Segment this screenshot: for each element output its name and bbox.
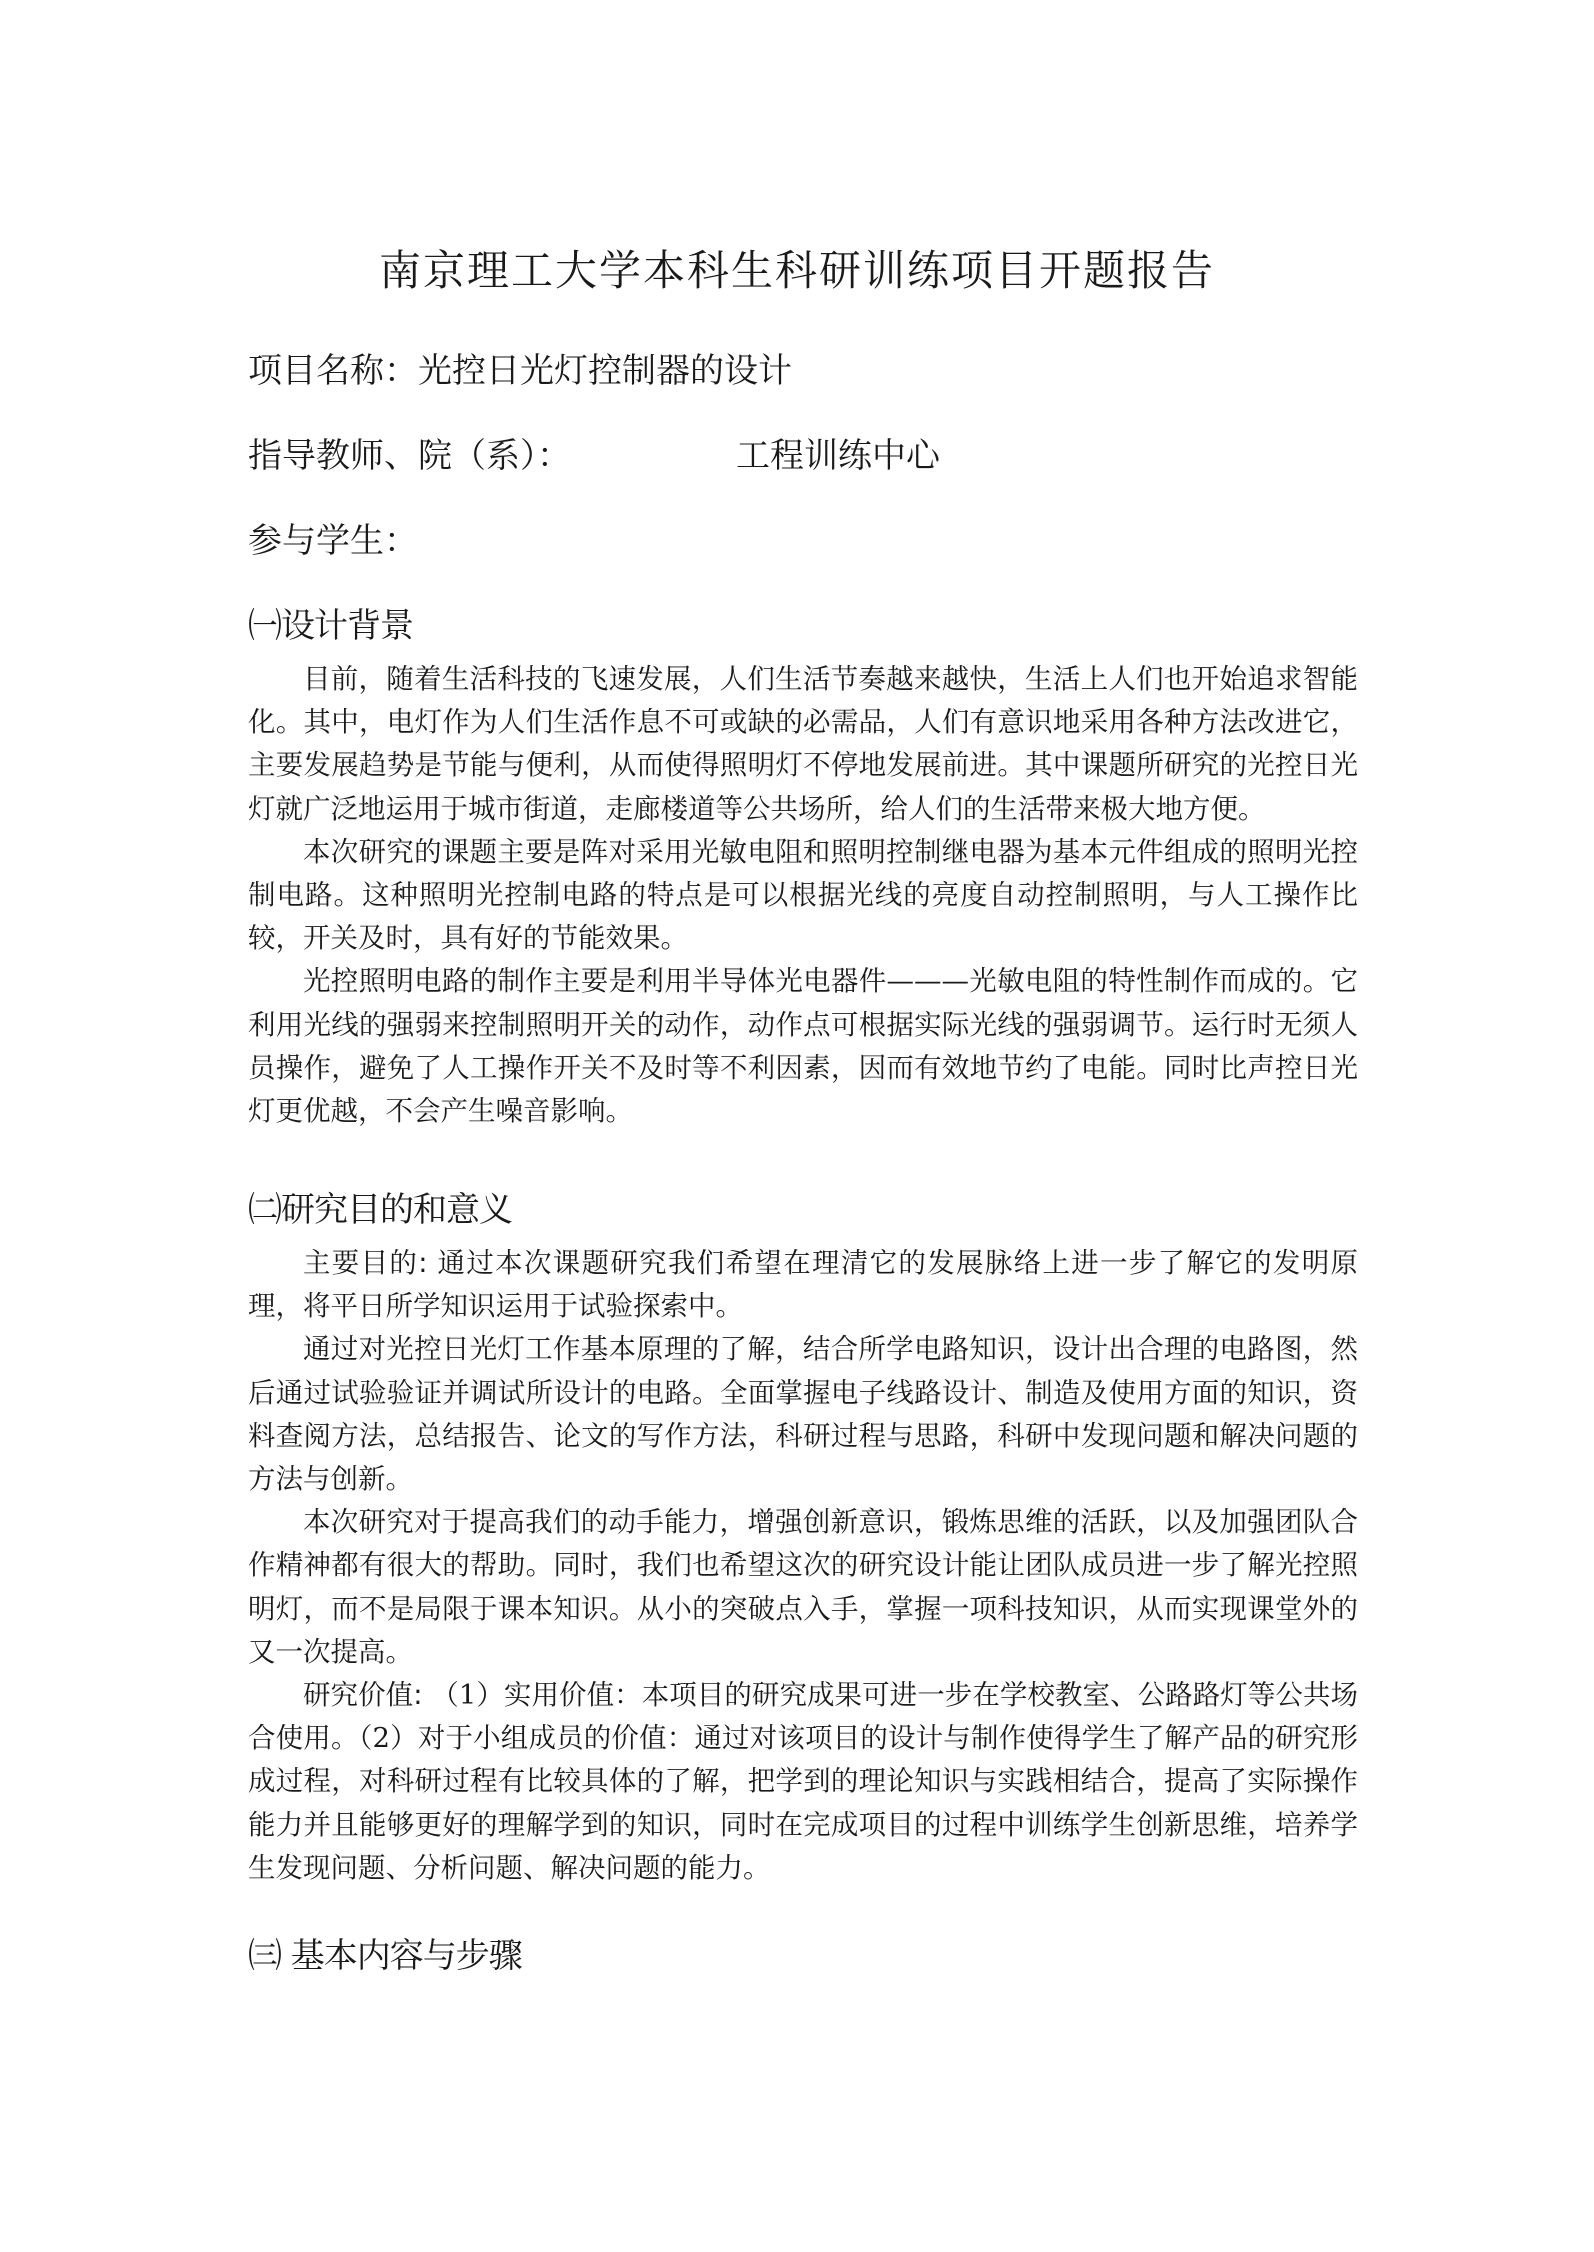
- main-purpose-lead: 主要目的:: [303, 1247, 428, 1279]
- research-value-lead: 研究价值:: [303, 1679, 423, 1712]
- purpose-paragraph: 本次研究对于提高我们的动手能力，增强创新意识，锻炼思维的活跃，以及加强团队合作精神都有很大的帮助。同时，我们也希望这次的研究设计能让团队成员进一步了解光控照明灯，而不是局限于课本知识。从小的突破点入手，掌握一项科技知识，从而实现课堂外的又一次提高。: [248, 1506, 1358, 1668]
- page-title: 南京理工大学本科生科研训练项目开题报告: [378, 246, 1215, 295]
- purpose-paragraph: [248, 1242, 1358, 1328]
- section-heading-purpose: ㈡研究目的和意义: [248, 1190, 512, 1230]
- section-heading-background: ㈠设计背景: [248, 606, 413, 646]
- purpose-body: [248, 1242, 1358, 1890]
- advisor-label: 指导教师、院（系）：: [248, 436, 571, 476]
- project-name-label: 项目名称：: [248, 351, 418, 391]
- project-name-value: 光控日光灯控制器的设计: [418, 351, 792, 391]
- project-name-row: [248, 343, 792, 392]
- background-body: [248, 658, 1358, 1133]
- purpose-paragraph: [248, 1674, 1358, 1890]
- students-label: 参与学生：: [248, 521, 418, 561]
- background-paragraph: 光控照明电路的制作主要是利用半导体光电器件———光敏电阻的特性制作而成的。它利用光线的强弱来控制照明开关的动作，动作点可根据实际光线的强弱调节。运行时无须人员操作，避免了人工操作开关不及时等不利因素，因而有效地节约了电能。同时比声控日光灯更优越，不会产生噪音影响。: [248, 965, 1358, 1128]
- background-paragraph: 本次研究的课题主要是阵对采用光敏电阻和照明控制继电器为基本元件组成的照明光控制电路。这种照明光控制电路的特点是可以根据光线的亮度自动控制照明，与人工操作比较，开关及时，具有好的节能效果。: [248, 835, 1358, 955]
- students-row: [248, 513, 418, 562]
- research-value-text: （1）实用价值：本项目的研究成果可进一步在学校教室、公路路灯等公共场合使用。（2）对于小组成员的价值：通过对该项目的设计与制作使得学生了解产品的研究形成过程，对科研过程有比较具体的了解，把学到的理论知识与实践相结合，提高了实际操作能力并且能够更好的理解学到的知识，同时在完成项目的过程中训练学生创新思维，培养学生发现问题、分析问题、解决问题的能力。: [248, 1679, 1358, 1884]
- background-paragraph: 目前，随着生活科技的飞速发展，人们生活节奏越来越快，生活上人们也开始追求智能化。其中，电灯作为人们生活作息不可或缺的必需品，人们有意识地采用各种方法改进它，主要发展趋势是节能与便利，从而使得照明灯不停地发展前进。其中课题所研究的光控日光灯就广泛地运用于城市街道，走廊楼道等公共场所，给人们的生活带来极大地方便。: [248, 663, 1358, 825]
- advisor-value: 工程训练中心: [736, 436, 940, 476]
- section-heading-content: ㈢ 基本内容与步骤: [248, 1936, 522, 1976]
- main-purpose-text: 通过本次课题研究我们希望在理清它的发展脉络上进一步了解它的发明原理，将平日所学知识运用于试验探索中。: [248, 1247, 1359, 1323]
- advisor-row: [248, 428, 940, 477]
- purpose-paragraph: 通过对光控日光灯工作基本原理的了解，结合所学电路知识，设计出合理的电路图，然后通过试验验证并调试所设计的电路。全面掌握电子线路设计、制造及使用方面的知识，资料查阅方法，总结报告、论文的写作方法，科研过程与思路，科研中发现问题和解决问题的方法与创新。: [248, 1333, 1358, 1496]
